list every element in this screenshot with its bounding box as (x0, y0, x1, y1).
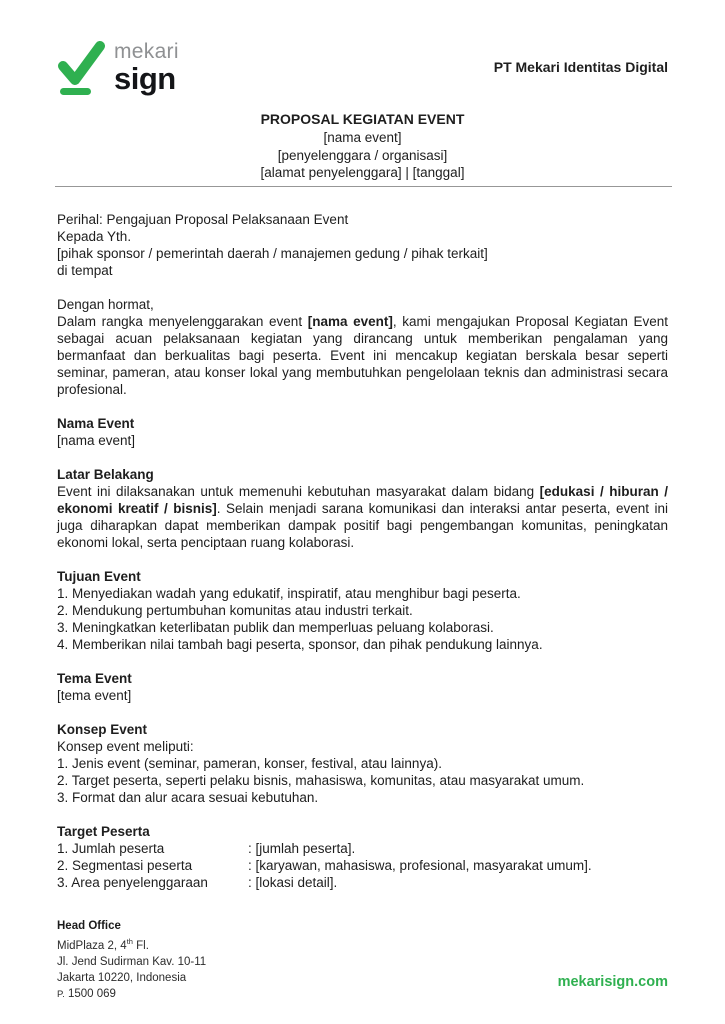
latar-belakang-paragraph (57, 483, 668, 551)
nama-event-placeholder: [nama event] (57, 433, 136, 448)
address-line-2: Jl. Jend Sudirman Kav. 10-11 (57, 955, 207, 968)
list-item: 3. Format dan alur acara sesuai kebutuhan. (57, 790, 319, 805)
latar-bidang-bold: [edukasi / hiburan / ekonomi kreatif / bisnis] (57, 484, 668, 516)
target-row-label: 3. Area penyelenggaraan (57, 875, 208, 890)
phone-number: 1500 069 (64, 987, 116, 1000)
section-heading: Tujuan Event (57, 569, 141, 584)
address1-suffix: Fl. (132, 939, 149, 952)
kepada-line: Kepada Yth. (57, 229, 132, 244)
section-heading: Target Peserta (57, 824, 150, 839)
salutation-line: Dengan hormat, (57, 297, 154, 312)
target-row-label: 2. Segmentasi peserta (57, 858, 193, 873)
intro-paragraph (57, 313, 668, 398)
title-alamat-tanggal: [alamat penyelenggara] | [tanggal] (260, 165, 465, 180)
list-item: 1. Menyediakan wadah yang edukatif, inspiratif, atau menghibur bagi peserta. (57, 586, 521, 601)
list-item: 2. Mendukung pertumbuhan komunitas atau industri terkait. (57, 603, 413, 618)
konsep-intro: Konsep event meliputi: (57, 739, 194, 754)
address1-text: MidPlaza 2, 4 (57, 939, 127, 952)
section-heading: Nama Event (57, 416, 135, 431)
document-title: PROPOSAL KEGIATAN EVENT (260, 111, 465, 127)
target-row (57, 840, 668, 857)
head-office-title: Head Office (57, 920, 121, 932)
section-target-peserta (57, 823, 668, 891)
target-row-value: : [karyawan, mahasiswa, profesional, masyarakat umum]. (248, 858, 592, 873)
address-line-3: Jakarta 10220, Indonesia (57, 971, 187, 984)
recipient-placeholder: [pihak sponsor / pemerintah daerah / manajemen gedung / pihak terkait] (57, 246, 488, 261)
list-item: 2. Target peserta, seperti pelaku bisnis, mahasiswa, komunitas, atau masyarakat umum. (57, 773, 585, 788)
header-divider (55, 186, 672, 187)
target-row (57, 874, 668, 891)
title-penyelenggara: [penyelenggara / organisasi] (277, 147, 448, 163)
list-item: 4. Memberikan nilai tambah bagi peserta, sponsor, dan pihak pendukung lainnya. (57, 637, 543, 652)
section-konsep-event (57, 721, 668, 806)
intro-nama-event-bold: [nama event] (307, 314, 393, 329)
page-header (57, 38, 668, 98)
address1-superscript: th (126, 937, 133, 946)
target-row-value: : [jumlah peserta]. (248, 841, 356, 856)
logo-wordmark (114, 38, 179, 94)
head-office-block (57, 918, 206, 1003)
section-tujuan-event (57, 568, 668, 653)
section-heading: Tema Event (57, 671, 132, 686)
section-nama-event (57, 415, 668, 449)
logo-word-sign: sign (114, 61, 176, 96)
title-block (0, 110, 725, 182)
intro-block (57, 296, 668, 398)
phone-line (57, 986, 206, 1003)
section-heading: Latar Belakang (57, 467, 154, 482)
intro-text-post: , kami mengajukan Proposal Kegiatan Event sebagai acuan pelaksanaan kegiatan yang dirancang untuk memberikan pengalaman yang bermanfaat dan berkualitas bagi peserta. Event ini mencakup kegiatan berskala besar seperti seminar, pameran, atau konser lokal yang membutuhkan pengelolaan teknis dan administrasi secara profesional. (57, 314, 668, 397)
latar-text-pre: Event ini dilaksanakan untuk memenuhi kebutuhan masyarakat dalam bidang (57, 484, 540, 499)
intro-text-pre: Dalam rangka menyelenggarakan event (57, 314, 308, 329)
title-nama-event: [nama event] (323, 130, 402, 145)
perihal-line: Perihal: Pengajuan Proposal Pelaksanaan Event (57, 212, 349, 227)
company-name: PT Mekari Identitas Digital (493, 59, 668, 75)
page-footer (57, 918, 668, 1003)
section-tema-event (57, 670, 668, 704)
logo-word-mekari: mekari (114, 40, 179, 63)
latar-text-post: . Selain menjadi sarana komunikasi dan interaksi antar peserta, event ini juga diharapkan dapat memberikan dampak positif bagi pengembangan komunitas, peningkatan ekonomi lokal, serta penciptaan ruang kolaborasi. (57, 501, 668, 550)
list-item: 3. Meningkatkan keterlibatan publik dan memperluas peluang kolaborasi. (57, 620, 494, 635)
section-heading: Konsep Event (57, 722, 148, 737)
section-latar-belakang (57, 466, 668, 551)
phone-label: P. (57, 988, 65, 1000)
address-line-1 (57, 934, 206, 954)
target-row (57, 857, 668, 874)
tema-event-placeholder: [tema event] (57, 688, 132, 703)
document-body (57, 211, 668, 908)
di-tempat-line: di tempat (57, 263, 113, 278)
website-text: mekarisign.com (557, 973, 668, 990)
list-item: 1. Jenis event (seminar, pameran, konser, festival, atau lainnya). (57, 756, 442, 771)
recipient-block (57, 228, 668, 279)
checkmark-icon (57, 38, 105, 98)
target-row-value: : [lokasi detail]. (248, 875, 338, 890)
mekari-sign-logo (57, 38, 179, 98)
target-row-label: 1. Jumlah peserta (57, 841, 165, 856)
